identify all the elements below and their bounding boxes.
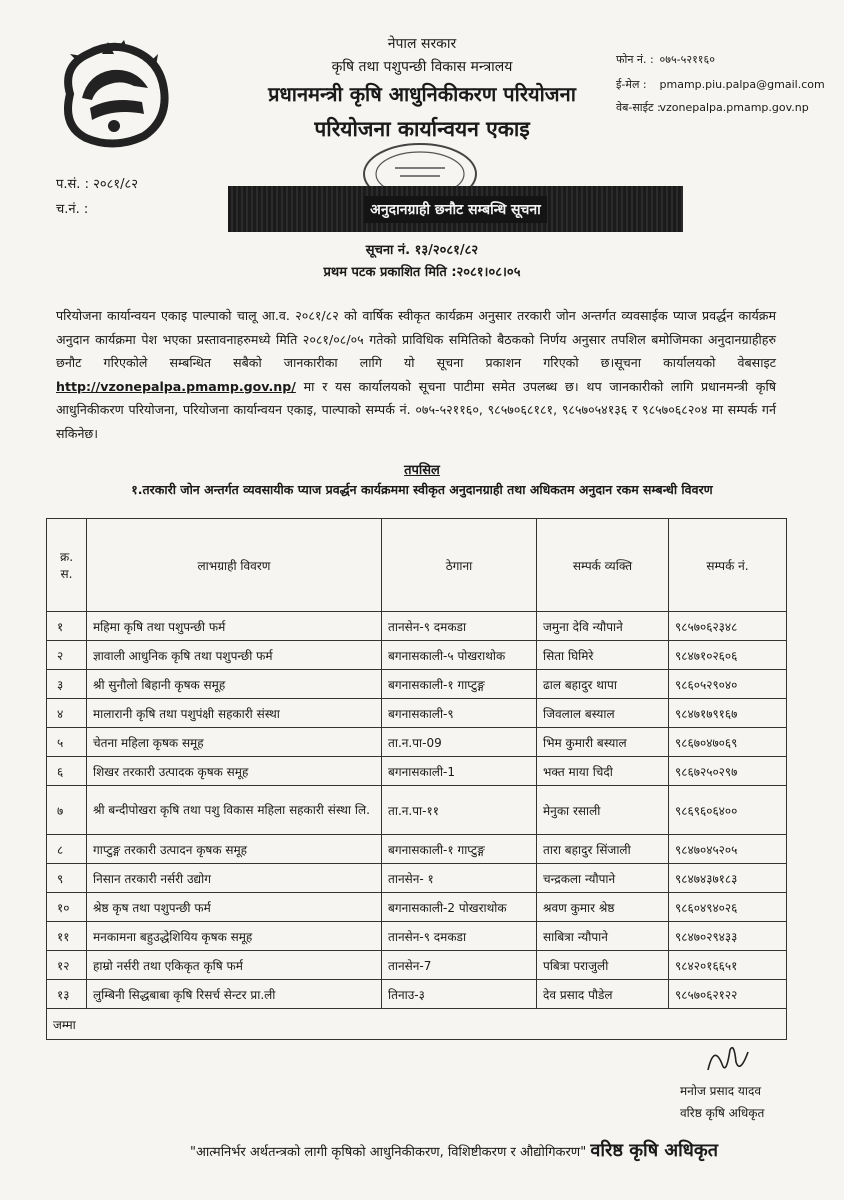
cell-beneficiary: लुम्बिनी सिद्धबाबा कृषि रिसर्च सेन्टर प्रा.ली <box>87 980 382 1009</box>
cell-contact-person: भिम कुमारी बस्याल <box>537 728 669 757</box>
cell-contact-number: ९८६०४९४०२६ <box>669 893 787 922</box>
phone-value: ०७५-५२११६० <box>659 53 715 66</box>
beneficiary-table <box>46 518 787 1040</box>
table-header-row <box>47 519 787 612</box>
cell-sn: १२ <box>47 951 87 980</box>
letter-number-label: प.सं. : <box>56 177 89 192</box>
cell-contact-person: श्रवण कुमार श्रेष्ठ <box>537 893 669 922</box>
cell-address: ता.न.पा-११ <box>382 786 537 835</box>
cell-contact-person: जमुना देवि न्यौपाने <box>537 612 669 641</box>
cell-address: बगनासकाली-2 पोखराथोक <box>382 893 537 922</box>
cell-sn: ८ <box>47 835 87 864</box>
cell-contact-person: मेनुका रसाली <box>537 786 669 835</box>
cell-contact-number: ९८६०५२९०४० <box>669 670 787 699</box>
cell-address: बगनासकाली-५ पोखराथोक <box>382 641 537 670</box>
table-title: १.तरकारी जोन अन्तर्गत व्यवसायीक प्याज प्रवर्द्धन कार्यक्रममा स्वीकृत अनुदानग्राही तथा अधिकतम अनुदान रकम सम्बन्धी विवरण <box>131 482 713 497</box>
cell-beneficiary: श्री सुनौलो बिहानी कृषक समूह <box>87 670 382 699</box>
cell-beneficiary: ज्ञावाली आधुनिक कृषि तथा पशुपन्छी फर्म <box>87 641 382 670</box>
cell-contact-number: ९८५७०६२१२२ <box>669 980 787 1009</box>
cell-address: बगनासकाली-1 <box>382 757 537 786</box>
footer-slogan: "आत्मनिर्भर अर्थतन्त्रको लागी कृषिको आधुनिकीकरण, विशिष्टीकरण र औद्योगिकरण" <box>190 1145 587 1160</box>
cell-beneficiary: गाप्टुङ्ग तरकारी उत्पादन कृषक समूह <box>87 835 382 864</box>
cell-sn: २ <box>47 641 87 670</box>
col-contact-number: सम्पर्क नं. <box>669 519 787 612</box>
table-row <box>47 864 787 893</box>
cell-sn: ७ <box>47 786 87 835</box>
cell-beneficiary: मनकामना बहुउद्धेशियिय कृषक समूह <box>87 922 382 951</box>
cell-contact-person: पबित्रा पराजुली <box>537 951 669 980</box>
cell-beneficiary: शिखर तरकारी उत्पादक कृषक समूह <box>87 757 382 786</box>
footer-title: वरिष्ठ कृषि अधिकृत <box>590 1140 718 1161</box>
table-row <box>47 835 787 864</box>
website-line <box>616 100 809 115</box>
col-address: ठेगाना <box>382 519 537 612</box>
project-name: प्रधानमन्त्री कृषि आधुनिकीकरण परियोजना <box>268 82 576 106</box>
cell-contact-number: ९८६७०४७०६९ <box>669 728 787 757</box>
cell-sn: १० <box>47 893 87 922</box>
notice-banner <box>228 186 683 232</box>
ministry-name: कृषि तथा पशुपन्छी विकास मन्त्रालय <box>331 59 513 75</box>
cell-contact-number: ९८६९६०६४०० <box>669 786 787 835</box>
cell-contact-person: साबित्रा न्यौपाने <box>537 922 669 951</box>
notice-banner-text: अनुदानग्राही छनौट सम्बन्धि सूचना <box>364 196 547 223</box>
cell-contact-number: ९८४७१७९१६७ <box>669 699 787 728</box>
cell-beneficiary: श्रेष्ठ कृष तथा पशुपन्छी फर्म <box>87 893 382 922</box>
cell-address: तिनाउ-३ <box>382 980 537 1009</box>
cell-contact-person: ढाल बहादुर थापा <box>537 670 669 699</box>
cell-contact-number: ९८६७२५०२९७ <box>669 757 787 786</box>
signatory-name: मनोज प्रसाद यादव <box>680 1084 762 1098</box>
cell-contact-number: ९८४७०४५२०५ <box>669 835 787 864</box>
cell-contact-person: भक्त माया चिदी <box>537 757 669 786</box>
cell-contact-number: ९८५७०६२३४८ <box>669 612 787 641</box>
cell-sn: १ <box>47 612 87 641</box>
col-contact-person: सम्पर्क व्यक्ति <box>537 519 669 612</box>
cell-beneficiary: हाम्रो नर्सरी तथा एकिकृत कृषि फर्म <box>87 951 382 980</box>
table-row <box>47 951 787 980</box>
cell-contact-person: चन्द्रकला न्यौपाने <box>537 864 669 893</box>
cell-sn: ६ <box>47 757 87 786</box>
cell-beneficiary: निसान तरकारी नर्सरी उद्योग <box>87 864 382 893</box>
cell-sn: १३ <box>47 980 87 1009</box>
cell-beneficiary: चेतना महिला कृषक समूह <box>87 728 382 757</box>
cell-address: तानसेन-९ दमकडा <box>382 922 537 951</box>
table-row <box>47 893 787 922</box>
cell-sn: ३ <box>47 670 87 699</box>
cell-contact-number: ९८४७४३७१८३ <box>669 864 787 893</box>
total-label: जम्मा <box>47 1009 787 1040</box>
email-label: ई-मेल : <box>616 78 647 91</box>
col-beneficiary: लाभग्राही विवरण <box>87 519 382 612</box>
government-name: नेपाल सरकार <box>387 36 457 52</box>
total-row <box>47 1009 787 1040</box>
cell-contact-person: जिवलाल बस्याल <box>537 699 669 728</box>
table-row <box>47 641 787 670</box>
email-line <box>616 77 825 92</box>
website-link[interactable]: http://vzonepalpa.pmamp.gov.np/ <box>56 378 296 394</box>
cell-contact-person: तारा बहादुर सिंजाली <box>537 835 669 864</box>
cell-address: बगनासकाली-१ गाप्टुङ्ग <box>382 835 537 864</box>
table-row <box>47 922 787 951</box>
website-label: वेब-साईट : <box>616 101 661 114</box>
dispatch-number-label: च.नं. : <box>56 202 89 217</box>
cell-sn: ११ <box>47 922 87 951</box>
cell-contact-number: ९८४७१०२६०६ <box>669 641 787 670</box>
publish-date: प्रथम पटक प्रकाशित मिति :२०८१।०८।०५ <box>323 265 521 280</box>
cell-address: ता.न.पा-09 <box>382 728 537 757</box>
table-row <box>47 786 787 835</box>
cell-contact-person: सिता घिमिरे <box>537 641 669 670</box>
signatory-designation: वरिष्ठ कृषि अधिकृत <box>680 1106 765 1120</box>
notice-body <box>56 304 776 445</box>
schedule-heading: तपसिल <box>404 463 440 478</box>
unit-name: परियोजना कार्यान्वयन एकाइ <box>314 117 530 141</box>
cell-address: बगनासकाली-९ <box>382 699 537 728</box>
email-value[interactable]: pmamp.piu.palpa@gmail.com <box>659 78 825 91</box>
table-row <box>47 670 787 699</box>
cell-sn: ५ <box>47 728 87 757</box>
notice-body-part-2: मा र यस कार्यालयको सूचना पाटीमा समेत उपलब्ध छ। थप जानकारीको लागि प्रधानमन्त्री कृषि आधुनिकीकरण परियोजना, परियोजना कार्यान्वयन एकाइ, पाल्पाको सम्पर्क नं. ०७५-५२११६०, ९८५७०६८१८१, ९८५७०५४१३६ र ९८५७०६८२०४ मा सम्पर्क गर्न सकिनेछ। <box>56 378 776 441</box>
cell-address: बगनासकाली-१ गाप्टुङ्ग <box>382 670 537 699</box>
cell-contact-number: ९८४७०२९४३३ <box>669 922 787 951</box>
letter-number <box>56 174 138 192</box>
cell-beneficiary: मालारानी कृषि तथा पशुपंक्षी सहकारी संस्था <box>87 699 382 728</box>
notice-body-part-1: परियोजना कार्यान्वयन एकाइ पाल्पाको चालू आ.व. २०८१/८२ को वार्षिक स्वीकृत कार्यक्रम अनुसार तरकारी जोन अन्तर्गत व्यवसाईक प्याज प्रवर्द्धन कार्यक्रम अनुदान कार्यक्रमा पेश भएका प्रस्तावनाहरुमध्ये मिति २०८१/०८/०५ गतेको प्राविधिक समितिको बैठकको निर्णय अनुसार तपशिल बमोजिमका अनुदानग्राहीहरु छनौट गरिएकोले सम्बन्धित सबैको जानकारीका लागि यो सूचना प्रकाशन गरिएको छ।सूचना कार्यालयको वेबसाइट <box>56 308 776 370</box>
table-row <box>47 612 787 641</box>
phone-line <box>616 52 715 67</box>
website-value[interactable]: vzonepalpa.pmamp.gov.np <box>659 101 809 114</box>
letter-number-value: २०८१/८२ <box>93 177 139 192</box>
table-row <box>47 699 787 728</box>
notice-number: सूचना नं. १३/२०८१/८२ <box>365 243 479 258</box>
cell-contact-person: देव प्रसाद पौडेल <box>537 980 669 1009</box>
table-row <box>47 728 787 757</box>
cell-address: तानसेन-7 <box>382 951 537 980</box>
signature <box>704 1040 754 1080</box>
table-row <box>47 757 787 786</box>
footer <box>190 1138 718 1162</box>
cell-sn: ९ <box>47 864 87 893</box>
table-row <box>47 980 787 1009</box>
cell-beneficiary: श्री बन्दीपोखरा कृषि तथा पशु विकास महिला सहकारी संस्था लि. <box>87 786 382 835</box>
cell-address: तानसेन-९ दमकडा <box>382 612 537 641</box>
cell-sn: ४ <box>47 699 87 728</box>
phone-label: फोन नं. : <box>616 53 654 66</box>
cell-beneficiary: महिमा कृषि तथा पशुपन्छी फर्म <box>87 612 382 641</box>
cell-address: तानसेन- १ <box>382 864 537 893</box>
cell-contact-number: ९८४२०१६६५१ <box>669 951 787 980</box>
col-sn: क्र. स. <box>47 519 87 612</box>
